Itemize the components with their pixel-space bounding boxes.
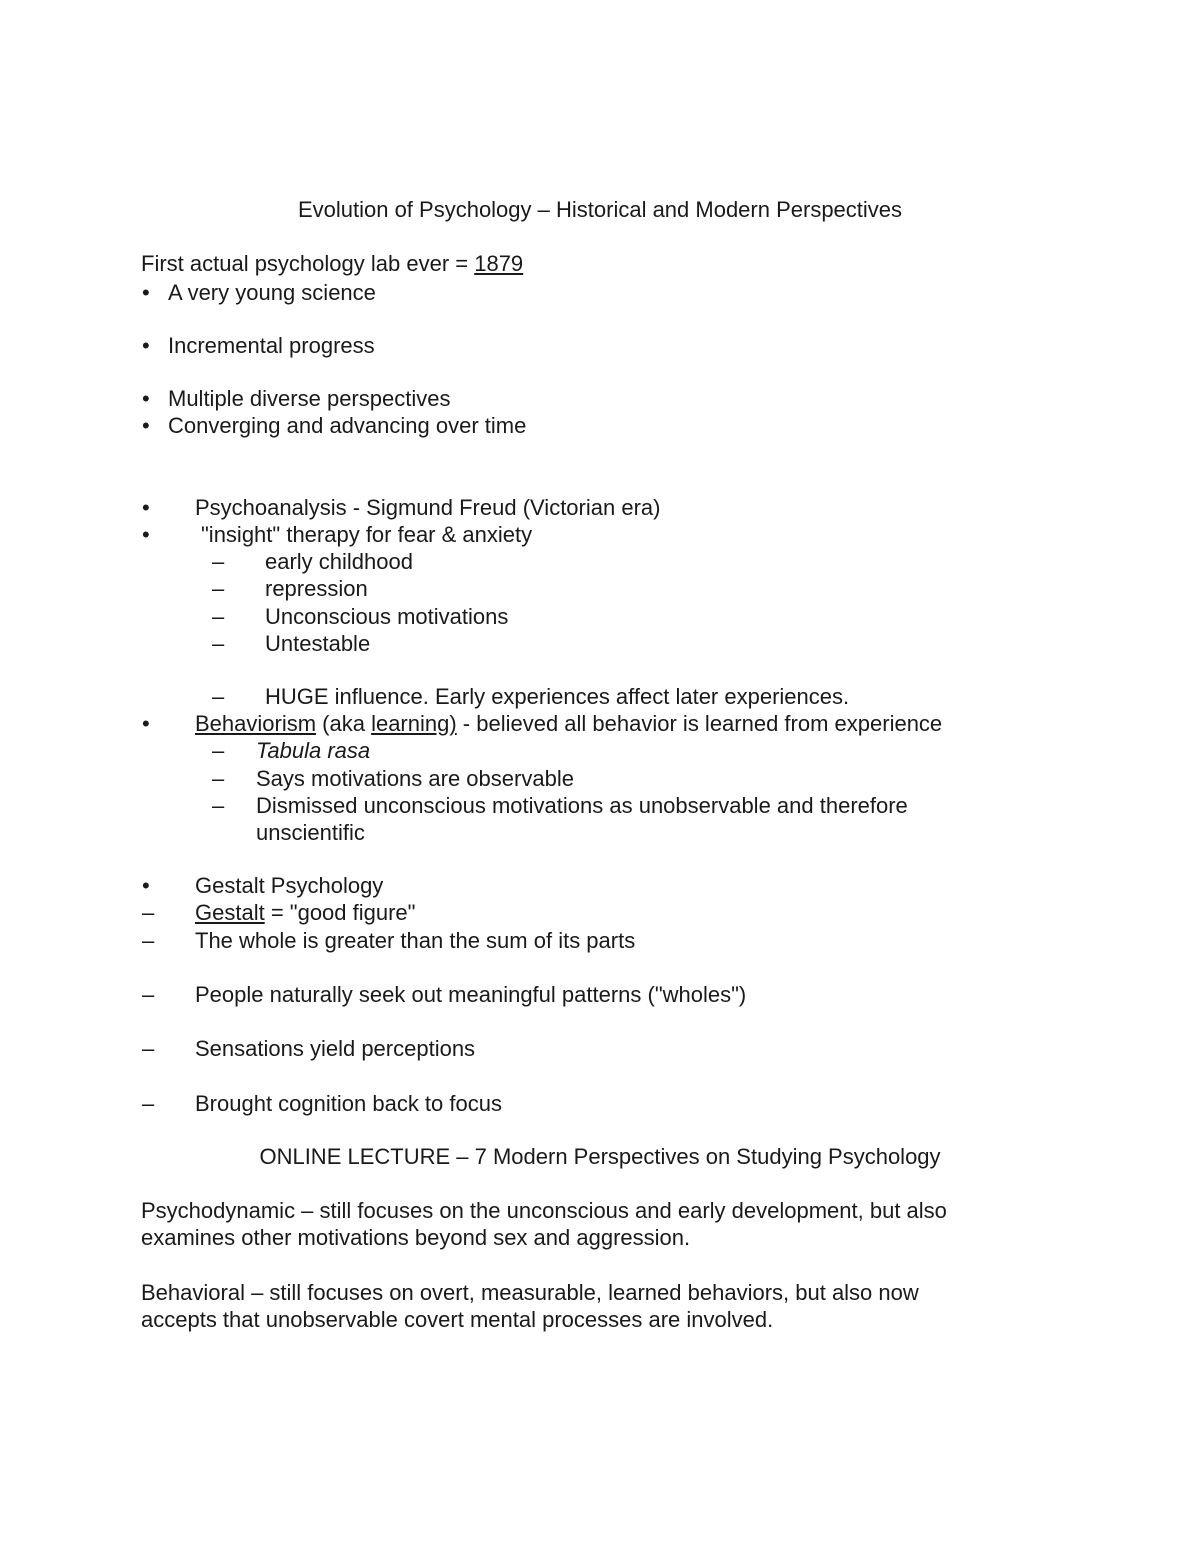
gestalt-term: Gestalt <box>195 900 265 925</box>
dash-marker: – <box>212 549 225 574</box>
dash-marker: – <box>142 982 155 1007</box>
gestalt-subitem: The whole is greater than the sum of its parts <box>195 928 636 953</box>
dash-marker: – <box>142 928 155 953</box>
psychoanalysis-subitem: Untestable <box>265 631 371 656</box>
intro-bullet-text: Incremental progress <box>168 333 375 358</box>
learning-term: learning) <box>371 711 457 736</box>
intro-bullet-text: A very young science <box>168 280 376 305</box>
gestalt-definition <box>195 900 415 926</box>
dash-marker: – <box>212 793 225 818</box>
gestalt-subitem: Sensations yield perceptions <box>195 1036 476 1061</box>
psychoanalysis-subitem: HUGE influence. Early experiences affect later experiences. <box>265 684 850 709</box>
psychodynamic-paragraph-line: examines other motivations beyond sex and aggression. <box>141 1225 691 1250</box>
bullet-marker: • <box>142 711 150 736</box>
psychoanalysis-heading: Psychoanalysis - Sigmund Freud (Victorian era) <box>195 495 661 520</box>
first-lab-year: 1879 <box>474 251 524 276</box>
behaviorism-subitem-continued: unscientific <box>256 820 365 845</box>
bullet-marker: • <box>142 522 150 547</box>
bullet-marker: • <box>142 413 150 438</box>
dash-marker: – <box>142 900 155 925</box>
dash-marker: – <box>142 1036 155 1061</box>
psychoanalysis-subitem: early childhood <box>265 549 413 574</box>
gestalt-heading: Gestalt Psychology <box>195 873 384 898</box>
behavioral-paragraph-line: accepts that unobservable covert mental processes are involved. <box>141 1307 774 1332</box>
dash-marker: – <box>212 684 225 709</box>
psychodynamic-paragraph-line: Psychodynamic – still focuses on the unconscious and early development, but also <box>141 1198 947 1223</box>
behaviorism-subitem: Tabula rasa <box>256 738 371 763</box>
behaviorism-subitem: Dismissed unconscious motivations as unobservable and therefore <box>256 793 908 818</box>
bullet-marker: • <box>142 333 150 358</box>
psychoanalysis-subitem: Unconscious motivations <box>265 604 509 629</box>
behaviorism-subitem: Says motivations are observable <box>256 766 574 791</box>
behaviorism-heading <box>195 711 942 737</box>
bullet-marker: • <box>142 495 150 520</box>
behaviorism-term: Behaviorism <box>195 711 317 736</box>
first-lab-line <box>141 251 523 277</box>
first-lab-text: First actual psychology lab ever = <box>141 251 475 276</box>
gestalt-subitem: Brought cognition back to focus <box>195 1091 502 1116</box>
insight-therapy-line: "insight" therapy for fear & anxiety <box>201 522 533 547</box>
dash-marker: – <box>142 1091 155 1116</box>
bullet-marker: • <box>142 873 150 898</box>
online-lecture-heading: ONLINE LECTURE – 7 Modern Perspectives on Studying Psychology <box>259 1144 941 1169</box>
bullet-marker: • <box>142 280 150 305</box>
page-title: Evolution of Psychology – Historical and Modern Perspectives <box>297 197 903 222</box>
gestalt-meaning: = "good figure" <box>264 900 416 925</box>
gestalt-subitem: People naturally seek out meaningful patterns ("wholes") <box>195 982 747 1007</box>
bullet-marker: • <box>142 386 150 411</box>
dash-marker: – <box>212 604 225 629</box>
dash-marker: – <box>212 576 225 601</box>
dash-marker: – <box>212 738 225 763</box>
behaviorism-description: - believed all behavior is learned from experience <box>456 711 943 736</box>
dash-marker: – <box>212 766 225 791</box>
dash-marker: – <box>212 631 225 656</box>
behavioral-paragraph-line: Behavioral – still focuses on overt, measurable, learned behaviors, but also now <box>141 1280 919 1305</box>
behaviorism-aka: (aka <box>316 711 372 736</box>
psychoanalysis-subitem: repression <box>265 576 368 601</box>
intro-bullet-text: Converging and advancing over time <box>168 413 527 438</box>
intro-bullet-text: Multiple diverse perspectives <box>168 386 451 411</box>
